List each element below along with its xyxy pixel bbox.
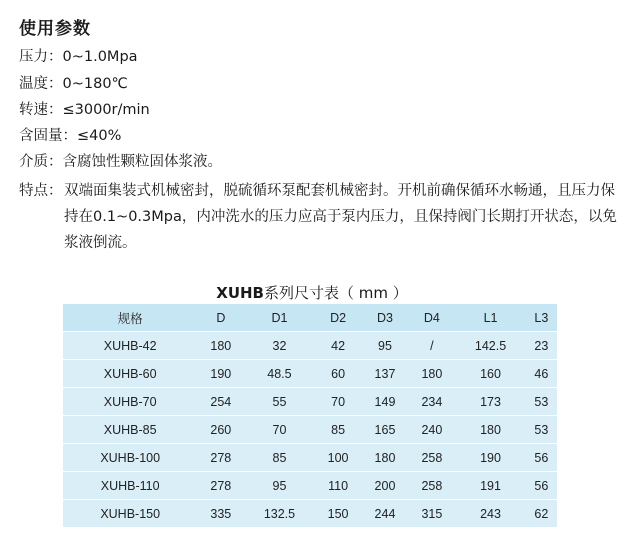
param-value: 0~180℃ xyxy=(62,76,128,92)
param-label: 介质： xyxy=(19,154,63,170)
table-cell: 258 xyxy=(408,472,455,500)
column-header: L1 xyxy=(455,304,525,332)
table-cell: XUHB-85 xyxy=(63,416,197,444)
param-medium xyxy=(19,152,222,172)
table-cell: 240 xyxy=(408,416,455,444)
table-cell: XUHB-42 xyxy=(63,332,197,360)
table-cell: 234 xyxy=(408,388,455,416)
table-cell: 95 xyxy=(362,332,409,360)
table-row xyxy=(63,360,557,388)
table-row xyxy=(63,500,557,528)
table-cell: 165 xyxy=(362,416,409,444)
table-cell: 149 xyxy=(362,388,409,416)
table-cell: 110 xyxy=(315,472,362,500)
table-cell: 46 xyxy=(526,360,557,388)
table-cell: 278 xyxy=(197,472,244,500)
column-header: D xyxy=(197,304,244,332)
param-value: 含腐蚀性颗粒固体浆液。 xyxy=(62,154,222,170)
column-header: L3 xyxy=(526,304,557,332)
param-label: 压力： xyxy=(19,49,63,65)
table-cell: 42 xyxy=(315,332,362,360)
table-row xyxy=(63,472,557,500)
table-cell: 180 xyxy=(197,332,244,360)
table-cell: 173 xyxy=(455,388,525,416)
column-header: D2 xyxy=(315,304,362,332)
param-label: 转速： xyxy=(19,102,63,118)
table-title-model: XUHB xyxy=(216,284,264,302)
table-row xyxy=(63,332,557,360)
table-cell: 278 xyxy=(197,444,244,472)
table-cell: 137 xyxy=(362,360,409,388)
param-label: 温度： xyxy=(19,76,63,92)
table-cell: 180 xyxy=(455,416,525,444)
table-cell: 85 xyxy=(315,416,362,444)
table-cell: 190 xyxy=(455,444,525,472)
table-header-row xyxy=(63,304,557,332)
section-title: 使用参数 xyxy=(19,19,91,39)
table-cell: 180 xyxy=(408,360,455,388)
table-cell: XUHB-70 xyxy=(63,388,197,416)
table-cell: XUHB-100 xyxy=(63,444,197,472)
table-cell: 48.5 xyxy=(244,360,314,388)
param-value: 0~1.0Mpa xyxy=(62,49,138,65)
table-title-text: 系列尺寸表（ mm ） xyxy=(263,284,408,302)
table-cell: 200 xyxy=(362,472,409,500)
table-row xyxy=(63,444,557,472)
table-cell: XUHB-150 xyxy=(63,500,197,528)
table-cell: XUHB-60 xyxy=(63,360,197,388)
table-cell: 191 xyxy=(455,472,525,500)
table-cell: 100 xyxy=(315,444,362,472)
table-cell: XUHB-110 xyxy=(63,472,197,500)
table-cell: 53 xyxy=(526,416,557,444)
table-cell: 95 xyxy=(244,472,314,500)
column-header: D4 xyxy=(408,304,455,332)
table-cell: 335 xyxy=(197,500,244,528)
param-label: 含固量： xyxy=(19,128,77,144)
param-feature xyxy=(19,178,619,256)
table-cell: 160 xyxy=(455,360,525,388)
table-cell: 56 xyxy=(526,444,557,472)
table-cell: 150 xyxy=(315,500,362,528)
param-solid-content xyxy=(19,126,121,146)
table-cell: 244 xyxy=(362,500,409,528)
table-cell: 85 xyxy=(244,444,314,472)
param-value: ≤3000r/min xyxy=(62,102,150,118)
param-value: ≤40% xyxy=(77,128,122,144)
table-cell: 70 xyxy=(315,388,362,416)
table-cell: 254 xyxy=(197,388,244,416)
column-header: D1 xyxy=(244,304,314,332)
param-pressure xyxy=(19,47,138,67)
table-cell: 23 xyxy=(526,332,557,360)
table-cell: 55 xyxy=(244,388,314,416)
table-cell: / xyxy=(408,332,455,360)
table-cell: 260 xyxy=(197,416,244,444)
table-cell: 180 xyxy=(362,444,409,472)
table-cell: 62 xyxy=(526,500,557,528)
feature-text: 双端面集装式机械密封，脱硫循环泵配套机械密封。开机前确保循环水畅通，且压力保持在0.1~0.3Mpa，内冲洗水的压力应高于泵内压力，且保持阀门长期打开状态，以免浆液倒流。 xyxy=(64,183,617,251)
table-row xyxy=(63,388,557,416)
table-cell: 243 xyxy=(455,500,525,528)
table-cell: 258 xyxy=(408,444,455,472)
column-header: D3 xyxy=(362,304,409,332)
dimension-table xyxy=(63,304,557,528)
table-cell: 70 xyxy=(244,416,314,444)
table-cell: 32 xyxy=(244,332,314,360)
column-header: 规格 xyxy=(63,304,197,332)
feature-label: 特点： xyxy=(19,183,63,199)
table-cell: 53 xyxy=(526,388,557,416)
table-body xyxy=(63,332,557,528)
table-cell: 56 xyxy=(526,472,557,500)
param-speed xyxy=(19,100,150,120)
param-temperature xyxy=(19,74,128,94)
table-title xyxy=(0,282,624,303)
table-cell: 315 xyxy=(408,500,455,528)
table-row xyxy=(63,416,557,444)
table-cell: 132.5 xyxy=(244,500,314,528)
table-cell: 190 xyxy=(197,360,244,388)
table-cell: 142.5 xyxy=(455,332,525,360)
table-cell: 60 xyxy=(315,360,362,388)
